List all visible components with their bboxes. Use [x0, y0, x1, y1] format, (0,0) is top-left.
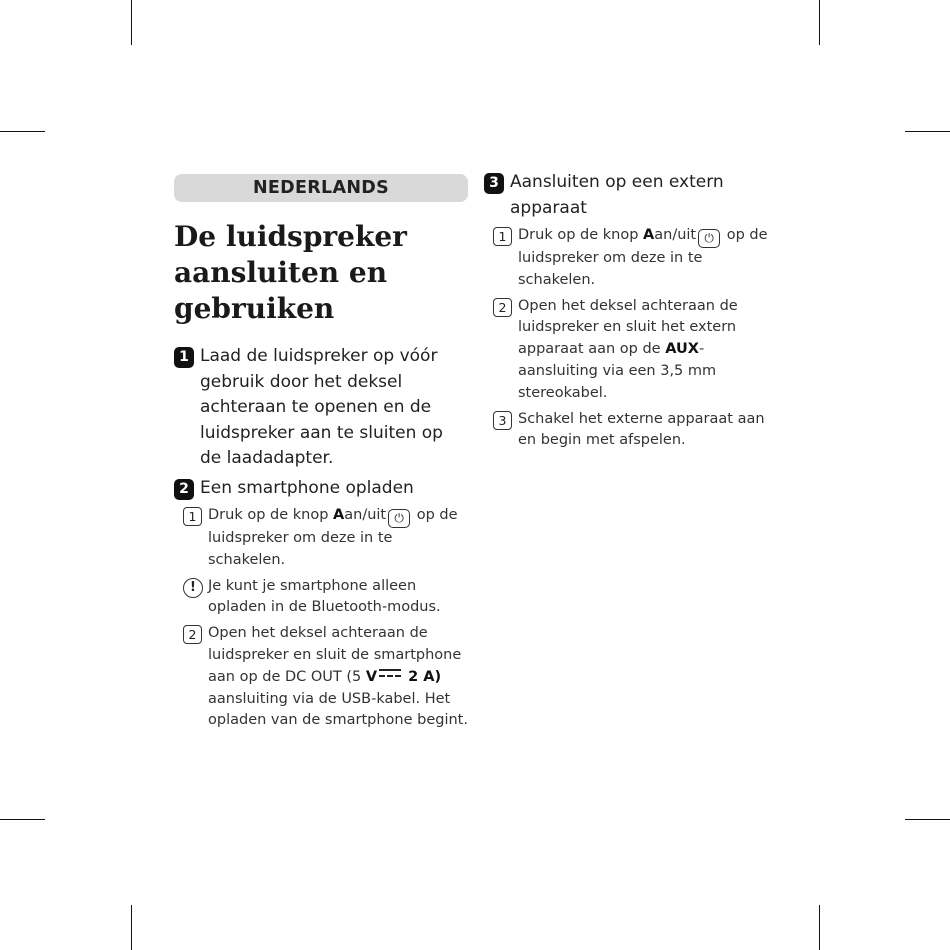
crop-mark	[0, 131, 45, 132]
step-number-badge: 2	[174, 479, 194, 500]
crop-mark	[0, 819, 45, 820]
bluetooth-label: Bluetooth	[311, 599, 382, 616]
substep-text: aansluiting via de USB-kabel. Het opladen van de smartphone begint.	[208, 690, 468, 729]
substep-2	[484, 296, 774, 405]
step-title: Een smartphone opladen	[200, 477, 414, 498]
substep-text: -aansluiting via een 3,5 mm stereokabel.	[518, 341, 717, 401]
substep-text: Schakel het externe apparaat aan en begin met afspelen.	[518, 410, 765, 449]
crop-mark	[131, 0, 132, 45]
substep-number: 2	[493, 298, 512, 317]
warning-icon: !	[183, 578, 203, 598]
crop-mark	[905, 819, 950, 820]
amp-label: 2 A)	[403, 668, 442, 685]
power-icon: ⏻	[698, 229, 720, 248]
step-2	[174, 476, 468, 502]
left-column	[174, 174, 468, 732]
note-text: -modus.	[381, 599, 441, 616]
volt-label: V	[365, 668, 378, 685]
substep-2	[174, 623, 468, 732]
step-text: Laad de luidspreker op vóór gebruik door het deksel achteraan te openen en de luidspreker aan te sluiten op de laadadapter.	[200, 346, 443, 468]
crop-mark	[131, 905, 132, 950]
key-letter: A	[333, 507, 345, 523]
crop-mark	[905, 131, 950, 132]
substep-text: Open het deksel achteraan de luidspreker en sluit het extern apparaat aan op de	[518, 297, 738, 358]
aux-label: AUX	[665, 341, 699, 358]
note	[174, 576, 468, 620]
crop-mark	[819, 905, 820, 950]
step-number-badge: 3	[484, 173, 504, 194]
key-letter: A	[643, 227, 655, 243]
substep-number: 3	[493, 411, 512, 430]
note-text: Je kunt je smartphone alleen opladen in de	[208, 577, 417, 616]
substep-text: op de luidspreker om deze in te schakelen.	[518, 227, 768, 288]
step-number-badge: 1	[174, 347, 194, 368]
substep-number: 1	[493, 227, 512, 246]
substep-text: Druk op de knop	[208, 507, 334, 523]
page-title: De luidspreker aansluiten en gebruiken	[174, 220, 407, 325]
key-label: an/uit	[654, 227, 697, 243]
step-title: Aansluiten op een extern apparaat	[510, 172, 724, 218]
substep-number: 2	[183, 625, 202, 644]
right-column	[484, 170, 774, 452]
substep-text: op de luidspreker om deze in te schakelen.	[208, 507, 458, 568]
substep-text: Open het deksel achteraan de luidspreker en sluit de smartphone aan op de DC OUT (5	[208, 625, 462, 685]
substep-1	[484, 225, 774, 292]
power-icon: ⏻	[388, 509, 410, 528]
dc-symbol-icon	[379, 669, 401, 680]
substep-text: Druk op de knop	[518, 227, 644, 243]
step-3	[484, 170, 774, 221]
crop-mark	[819, 0, 820, 45]
key-label: an/uit	[344, 507, 387, 523]
substep-3	[484, 409, 774, 453]
step-1	[174, 344, 468, 472]
substep-number: 1	[183, 507, 202, 526]
substep-1	[174, 505, 468, 572]
language-label: NEDERLANDS	[174, 174, 468, 202]
